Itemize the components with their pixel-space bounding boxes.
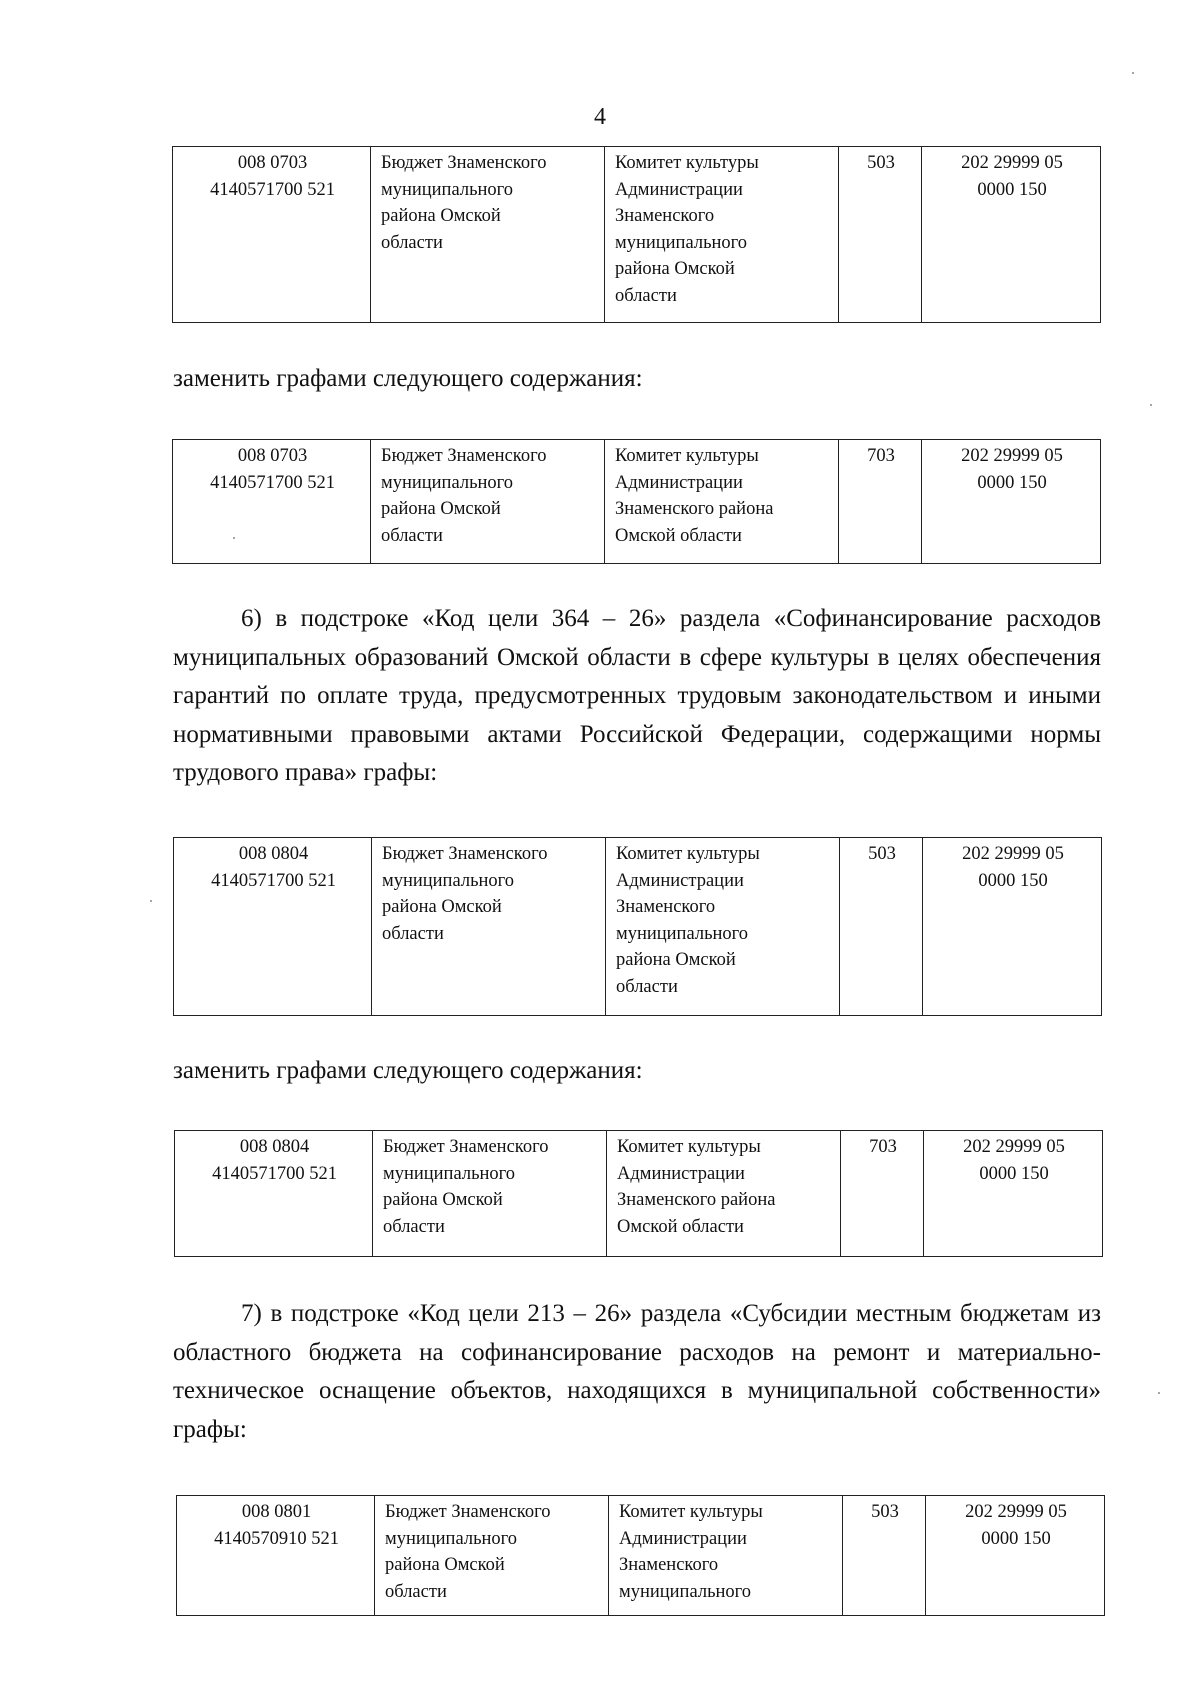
target-code-cell: [177, 1496, 375, 1616]
target-code-text: 008 0804 4140571700 521: [212, 1137, 337, 1184]
paragraph-6: 6) в подстроке «Код цели 364 – 26» раздела «Софинансирование расходов муниципальных образований Омской области в сфере культуры в целях обеспечения гарантий по оплате труда, предусмотренных трудовым законодательством и иными нормативными правовыми актами Российской Федерации, содержащими нормы трудового права» графы:: [173, 605, 1101, 786]
budget-cell: [371, 440, 605, 564]
budget-text: Бюджет Знаменского муниципального района Омской области: [381, 153, 547, 253]
department-code-cell: [839, 440, 922, 564]
target-code-cell: [173, 147, 371, 323]
committee-text: Комитет культуры Администрации Знаменского муниципального района Омской области: [615, 153, 759, 306]
budget-text: Бюджет Знаменского муниципального района Омской области: [381, 446, 547, 546]
paragraph-7: 7) в подстроке «Код цели 213 – 26» раздела «Субсидии местным бюджетам из областного бюджета на софинансирование расходов на ремонт и материально-техническое оснащение объектов, находящихся в муниципальной собственности» графы:: [173, 1300, 1101, 1443]
kbk-cell: [926, 1496, 1105, 1616]
budget-text: Бюджет Знаменского муниципального района Омской области: [382, 844, 548, 944]
target-code-text: 008 0801 4140570910 521: [214, 1502, 339, 1549]
department-code-text: 503: [867, 153, 895, 173]
budget-table-1: [172, 146, 1101, 323]
scan-speck: [1158, 1392, 1160, 1394]
scan-speck: [1150, 404, 1152, 406]
committee-text: Комитет культуры Администрации Знаменского муниципального района Омской области: [616, 844, 760, 997]
target-code-text: 008 0804 4140571700 521: [211, 844, 336, 891]
kbk-text: 202 29999 05 0000 150: [965, 1502, 1067, 1549]
department-code-cell: [843, 1496, 926, 1616]
budget-table-3: [173, 837, 1102, 1016]
budget-text: Бюджет Знаменского муниципального района Омской области: [385, 1502, 551, 1602]
department-code-text: 703: [869, 1137, 897, 1157]
budget-table-4: [174, 1130, 1103, 1257]
target-code-cell: [175, 1131, 373, 1257]
committee-cell: [609, 1496, 843, 1616]
kbk-text: 202 29999 05 0000 150: [961, 446, 1063, 493]
target-code-text: 008 0703 4140571700 521: [210, 446, 335, 493]
kbk-cell: [922, 440, 1101, 564]
budget-table-5: [176, 1495, 1105, 1616]
replace-phrase-1: заменить графами следующего содержания:: [173, 365, 643, 392]
committee-cell: [605, 147, 839, 323]
replace-phrase-2: заменить графами следующего содержания:: [173, 1057, 643, 1084]
target-code-cell: [173, 440, 371, 564]
table-row: [173, 147, 1101, 323]
kbk-cell: [922, 147, 1101, 323]
committee-cell: [605, 440, 839, 564]
budget-text: Бюджет Знаменского муниципального района Омской области: [383, 1137, 549, 1237]
kbk-cell: [924, 1131, 1103, 1257]
kbk-cell: [923, 838, 1102, 1016]
department-code-cell: [841, 1131, 924, 1257]
kbk-text: 202 29999 05 0000 150: [963, 1137, 1065, 1184]
table-row: [174, 838, 1102, 1016]
table-row: [175, 1131, 1103, 1257]
department-code-cell: [840, 838, 923, 1016]
scan-speck: [1132, 72, 1134, 74]
kbk-text: 202 29999 05 0000 150: [962, 844, 1064, 891]
target-code-text: 008 0703 4140571700 521: [210, 153, 335, 200]
department-code-text: 703: [867, 446, 895, 466]
department-code-text: 503: [871, 1502, 899, 1522]
table-row: [177, 1496, 1105, 1616]
committee-text: Комитет культуры Администрации Знаменского района Омской области: [617, 1137, 776, 1237]
target-code-cell: [174, 838, 372, 1016]
budget-cell: [375, 1496, 609, 1616]
department-code-cell: [839, 147, 922, 323]
committee-text: Комитет культуры Администрации Знаменского муниципального: [619, 1502, 763, 1602]
scan-speck: [150, 900, 152, 902]
scan-speck: [233, 537, 235, 539]
page-number: 4: [594, 104, 606, 130]
budget-cell: [372, 838, 606, 1016]
committee-text: Комитет культуры Администрации Знаменского района Омской области: [615, 446, 774, 546]
budget-cell: [373, 1131, 607, 1257]
department-code-text: 503: [868, 844, 896, 864]
kbk-text: 202 29999 05 0000 150: [961, 153, 1063, 200]
table-row: [173, 440, 1101, 564]
budget-table-2: [172, 439, 1101, 564]
committee-cell: [607, 1131, 841, 1257]
committee-cell: [606, 838, 840, 1016]
budget-cell: [371, 147, 605, 323]
